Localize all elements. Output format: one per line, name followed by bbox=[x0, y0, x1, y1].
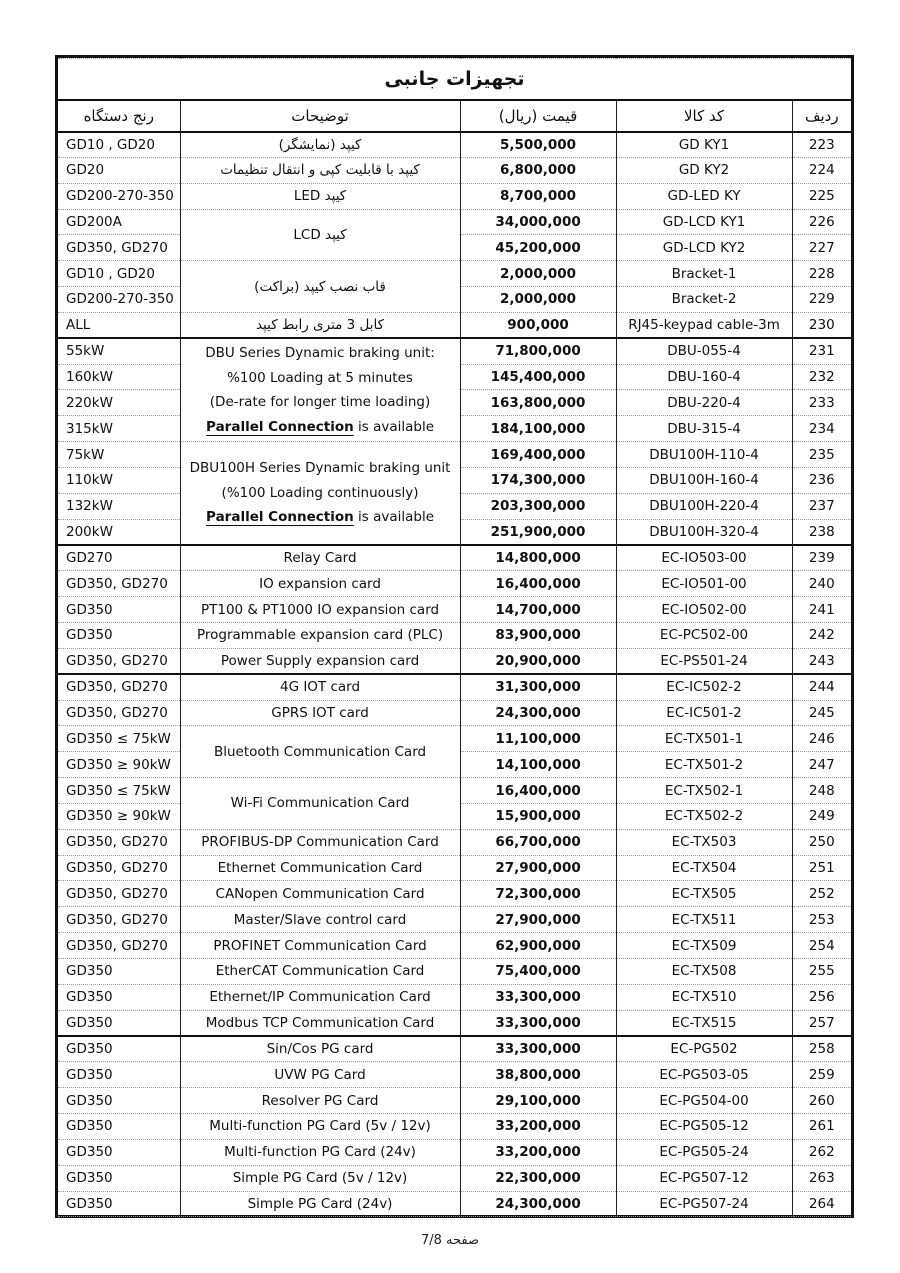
table-row bbox=[58, 855, 851, 881]
device-range: GD200-270-350 bbox=[58, 287, 180, 313]
description: 4G IOT card bbox=[180, 674, 460, 700]
device-range: GD350 ≥ 90kW bbox=[58, 752, 180, 778]
device-range: 200kW bbox=[58, 519, 180, 545]
device-range: 160kW bbox=[58, 364, 180, 390]
row-number: 259 bbox=[792, 1062, 851, 1088]
price: 16,400,000 bbox=[460, 571, 616, 597]
product-code: EC-PG507-24 bbox=[616, 1191, 792, 1217]
device-range: GD350 bbox=[58, 623, 180, 649]
description: Power Supply expansion card bbox=[180, 648, 460, 674]
price: 14,800,000 bbox=[460, 545, 616, 571]
product-code: DBU-160-4 bbox=[616, 364, 792, 390]
price: 33,300,000 bbox=[460, 1036, 616, 1062]
description-line: (De-rate for longer time loading) bbox=[209, 394, 431, 411]
row-number: 244 bbox=[792, 674, 851, 700]
row-number: 260 bbox=[792, 1088, 851, 1114]
table-row bbox=[58, 623, 851, 649]
row-number: 252 bbox=[792, 881, 851, 907]
device-range: GD350 bbox=[58, 597, 180, 623]
availability-note: is available bbox=[353, 509, 435, 526]
row-number: 226 bbox=[792, 209, 851, 235]
product-code: DBU100H-160-4 bbox=[616, 467, 792, 493]
price: 8,700,000 bbox=[460, 183, 616, 209]
price: 900,000 bbox=[460, 312, 616, 338]
description: Ethernet/IP Communication Card bbox=[180, 984, 460, 1010]
device-range: GD350, GD270 bbox=[58, 674, 180, 700]
price: 66,700,000 bbox=[460, 829, 616, 855]
device-range: GD350 bbox=[58, 1088, 180, 1114]
product-code: EC-TX508 bbox=[616, 959, 792, 985]
product-code: EC-IO501-00 bbox=[616, 571, 792, 597]
row-number: 235 bbox=[792, 442, 851, 468]
row-number: 238 bbox=[792, 519, 851, 545]
description: Ethernet Communication Card bbox=[180, 855, 460, 881]
description: کابل 3 متری رابط کیپد bbox=[180, 312, 460, 338]
row-number: 264 bbox=[792, 1191, 851, 1217]
header-row-number: ردیف bbox=[792, 100, 851, 132]
row-number: 234 bbox=[792, 416, 851, 442]
table-row bbox=[58, 726, 851, 752]
device-range: GD350 bbox=[58, 1139, 180, 1165]
row-number: 227 bbox=[792, 235, 851, 261]
device-range: GD350, GD270 bbox=[58, 881, 180, 907]
product-code: RJ45-keypad cable-3m bbox=[616, 312, 792, 338]
price: 22,300,000 bbox=[460, 1165, 616, 1191]
table-row bbox=[58, 1114, 851, 1140]
row-number: 245 bbox=[792, 700, 851, 726]
table-row bbox=[58, 312, 851, 338]
row-number: 241 bbox=[792, 597, 851, 623]
product-code: Bracket-1 bbox=[616, 261, 792, 287]
description: Programmable expansion card (PLC) bbox=[180, 623, 460, 649]
price: 2,000,000 bbox=[460, 287, 616, 313]
description: Multi-function PG Card (24v) bbox=[180, 1139, 460, 1165]
table-row bbox=[58, 959, 851, 985]
description: Resolver PG Card bbox=[180, 1088, 460, 1114]
price: 75,400,000 bbox=[460, 959, 616, 985]
product-code: EC-TX502-2 bbox=[616, 803, 792, 829]
description: Master/Slave control card bbox=[180, 907, 460, 933]
product-code: GD-LED KY bbox=[616, 183, 792, 209]
table-body bbox=[58, 132, 851, 1217]
table-row bbox=[58, 1010, 851, 1036]
price: 184,100,000 bbox=[460, 416, 616, 442]
price: 31,300,000 bbox=[460, 674, 616, 700]
description: Bluetooth Communication Card bbox=[180, 726, 460, 778]
description-line: DBU Series Dynamic braking unit: bbox=[205, 345, 435, 362]
row-number: 243 bbox=[792, 648, 851, 674]
product-code: EC-PC502-00 bbox=[616, 623, 792, 649]
product-code: EC-PG503-05 bbox=[616, 1062, 792, 1088]
product-code: DBU100H-220-4 bbox=[616, 493, 792, 519]
device-range: GD350 bbox=[58, 1036, 180, 1062]
price: 33,200,000 bbox=[460, 1114, 616, 1140]
device-range: GD350 ≤ 75kW bbox=[58, 778, 180, 804]
table-row bbox=[58, 132, 851, 158]
product-code: EC-TX501-1 bbox=[616, 726, 792, 752]
row-number: 223 bbox=[792, 132, 851, 158]
row-number: 233 bbox=[792, 390, 851, 416]
device-range: GD350, GD270 bbox=[58, 235, 180, 261]
price: 174,300,000 bbox=[460, 467, 616, 493]
table-row bbox=[58, 1191, 851, 1217]
product-code: EC-TX509 bbox=[616, 933, 792, 959]
table-row bbox=[58, 1165, 851, 1191]
product-code: Bracket-2 bbox=[616, 287, 792, 313]
device-range: GD350 bbox=[58, 1062, 180, 1088]
table-row bbox=[58, 1139, 851, 1165]
table-row bbox=[58, 261, 851, 287]
row-number: 253 bbox=[792, 907, 851, 933]
table-row bbox=[58, 1062, 851, 1088]
page-number: صفحه 7/8 bbox=[420, 1233, 480, 1248]
table-title: تجهیزات جانبی bbox=[58, 59, 851, 100]
table-row bbox=[58, 674, 851, 700]
parallel-connection-note: Parallel Connection bbox=[206, 418, 354, 435]
product-code: EC-TX502-1 bbox=[616, 778, 792, 804]
price: 72,300,000 bbox=[460, 881, 616, 907]
description: Multi-function PG Card (5v / 12v) bbox=[180, 1114, 460, 1140]
product-code: DBU100H-320-4 bbox=[616, 519, 792, 545]
table-row bbox=[58, 157, 851, 183]
product-code: EC-TX511 bbox=[616, 907, 792, 933]
device-range: GD350, GD270 bbox=[58, 829, 180, 855]
description: Relay Card bbox=[180, 545, 460, 571]
device-range: GD350, GD270 bbox=[58, 933, 180, 959]
product-code: EC-TX510 bbox=[616, 984, 792, 1010]
product-code: DBU-055-4 bbox=[616, 338, 792, 364]
product-code: GD KY1 bbox=[616, 132, 792, 158]
price: 169,400,000 bbox=[460, 442, 616, 468]
price: 14,100,000 bbox=[460, 752, 616, 778]
product-code: GD KY2 bbox=[616, 157, 792, 183]
row-number: 261 bbox=[792, 1114, 851, 1140]
price: 16,400,000 bbox=[460, 778, 616, 804]
description: Simple PG Card (24v) bbox=[180, 1191, 460, 1217]
product-code: EC-PS501-24 bbox=[616, 648, 792, 674]
device-range: GD10 , GD20 bbox=[58, 261, 180, 287]
row-number: 255 bbox=[792, 959, 851, 985]
product-code: GD-LCD KY2 bbox=[616, 235, 792, 261]
row-number: 236 bbox=[792, 467, 851, 493]
price: 163,800,000 bbox=[460, 390, 616, 416]
row-number: 242 bbox=[792, 623, 851, 649]
device-range: GD350 ≤ 75kW bbox=[58, 726, 180, 752]
price: 20,900,000 bbox=[460, 648, 616, 674]
row-number: 249 bbox=[792, 803, 851, 829]
availability-note: is available bbox=[353, 418, 435, 435]
row-number: 262 bbox=[792, 1139, 851, 1165]
price: 24,300,000 bbox=[460, 1191, 616, 1217]
table-row bbox=[58, 778, 851, 804]
product-code: EC-TX504 bbox=[616, 855, 792, 881]
product-code: DBU-315-4 bbox=[616, 416, 792, 442]
product-code: DBU-220-4 bbox=[616, 390, 792, 416]
row-number: 231 bbox=[792, 338, 851, 364]
row-number: 263 bbox=[792, 1165, 851, 1191]
price: 38,800,000 bbox=[460, 1062, 616, 1088]
device-range: GD350 bbox=[58, 1010, 180, 1036]
price: 27,900,000 bbox=[460, 855, 616, 881]
description: PROFIBUS-DP Communication Card bbox=[180, 829, 460, 855]
table-row bbox=[58, 829, 851, 855]
table-row bbox=[58, 700, 851, 726]
row-number: 240 bbox=[792, 571, 851, 597]
row-number: 237 bbox=[792, 493, 851, 519]
description: CANopen Communication Card bbox=[180, 881, 460, 907]
description-line bbox=[181, 505, 460, 530]
header-description: توضیحات bbox=[180, 100, 460, 132]
row-number: 228 bbox=[792, 261, 851, 287]
device-range: GD350 bbox=[58, 1165, 180, 1191]
row-number: 247 bbox=[792, 752, 851, 778]
device-range: 315kW bbox=[58, 416, 180, 442]
product-code: EC-IO502-00 bbox=[616, 597, 792, 623]
row-number: 248 bbox=[792, 778, 851, 804]
price: 251,900,000 bbox=[460, 519, 616, 545]
description: کیپد LED bbox=[180, 183, 460, 209]
price: 6,800,000 bbox=[460, 157, 616, 183]
description bbox=[180, 442, 460, 545]
product-code: GD-LCD KY1 bbox=[616, 209, 792, 235]
table-row bbox=[58, 1036, 851, 1062]
row-number: 232 bbox=[792, 364, 851, 390]
device-range: 55kW bbox=[58, 338, 180, 364]
device-range: GD20 bbox=[58, 157, 180, 183]
price: 5,500,000 bbox=[460, 132, 616, 158]
row-number: 246 bbox=[792, 726, 851, 752]
product-code: EC-IC502-2 bbox=[616, 674, 792, 700]
row-number: 256 bbox=[792, 984, 851, 1010]
product-code: EC-PG505-24 bbox=[616, 1139, 792, 1165]
device-range: GD350, GD270 bbox=[58, 855, 180, 881]
price: 29,100,000 bbox=[460, 1088, 616, 1114]
price: 11,100,000 bbox=[460, 726, 616, 752]
price: 145,400,000 bbox=[460, 364, 616, 390]
price: 33,200,000 bbox=[460, 1139, 616, 1165]
table-row bbox=[58, 907, 851, 933]
price: 27,900,000 bbox=[460, 907, 616, 933]
product-code: EC-PG504-00 bbox=[616, 1088, 792, 1114]
price: 203,300,000 bbox=[460, 493, 616, 519]
table-row bbox=[58, 545, 851, 571]
description-line: DBU100H Series Dynamic braking unit bbox=[189, 460, 451, 477]
price: 14,700,000 bbox=[460, 597, 616, 623]
device-range: GD350 bbox=[58, 1114, 180, 1140]
row-number: 254 bbox=[792, 933, 851, 959]
row-number: 251 bbox=[792, 855, 851, 881]
device-range: GD270 bbox=[58, 545, 180, 571]
table-row bbox=[58, 442, 851, 468]
product-code: DBU100H-110-4 bbox=[616, 442, 792, 468]
table-row bbox=[58, 881, 851, 907]
device-range: GD350 bbox=[58, 959, 180, 985]
description: Wi-Fi Communication Card bbox=[180, 778, 460, 830]
price: 62,900,000 bbox=[460, 933, 616, 959]
device-range: GD350 bbox=[58, 984, 180, 1010]
product-code: EC-IO503-00 bbox=[616, 545, 792, 571]
price: 33,300,000 bbox=[460, 1010, 616, 1036]
device-range: GD350 bbox=[58, 1191, 180, 1217]
device-range: 110kW bbox=[58, 467, 180, 493]
product-code: EC-PG505-12 bbox=[616, 1114, 792, 1140]
description: کیپد با قابلیت کپی و انتقال تنظیمات bbox=[180, 157, 460, 183]
device-range: GD350, GD270 bbox=[58, 571, 180, 597]
table-row bbox=[58, 183, 851, 209]
description: GPRS IOT card bbox=[180, 700, 460, 726]
description: IO expansion card bbox=[180, 571, 460, 597]
accessories-price-table bbox=[58, 58, 851, 1217]
header-price: قیمت (ریال) bbox=[460, 100, 616, 132]
product-code: EC-PG502 bbox=[616, 1036, 792, 1062]
parallel-connection-note: Parallel Connection bbox=[206, 509, 354, 526]
product-code: EC-TX505 bbox=[616, 881, 792, 907]
description-line: (%100 Loading continuously) bbox=[221, 484, 419, 501]
device-range: GD350, GD270 bbox=[58, 700, 180, 726]
table-row bbox=[58, 571, 851, 597]
description: کیپد LCD bbox=[180, 209, 460, 261]
price: 15,900,000 bbox=[460, 803, 616, 829]
table-row bbox=[58, 933, 851, 959]
product-code: EC-PG507-12 bbox=[616, 1165, 792, 1191]
table-row bbox=[58, 648, 851, 674]
description: UVW PG Card bbox=[180, 1062, 460, 1088]
row-number: 250 bbox=[792, 829, 851, 855]
description bbox=[180, 338, 460, 441]
device-range: GD200A bbox=[58, 209, 180, 235]
device-range: 132kW bbox=[58, 493, 180, 519]
description: Modbus TCP Communication Card bbox=[180, 1010, 460, 1036]
table-row bbox=[58, 1088, 851, 1114]
price-sheet bbox=[55, 55, 854, 1218]
device-range: ALL bbox=[58, 312, 180, 338]
row-number: 229 bbox=[792, 287, 851, 313]
device-range: 75kW bbox=[58, 442, 180, 468]
header-device-range: رنج دستگاه bbox=[58, 100, 180, 132]
device-range: GD10 , GD20 bbox=[58, 132, 180, 158]
product-code: EC-TX501-2 bbox=[616, 752, 792, 778]
price: 33,300,000 bbox=[460, 984, 616, 1010]
product-code: EC-TX503 bbox=[616, 829, 792, 855]
price: 83,900,000 bbox=[460, 623, 616, 649]
description: قاب نصب کیپد (براکت) bbox=[180, 261, 460, 313]
description: PROFINET Communication Card bbox=[180, 933, 460, 959]
header-product-code: کد کالا bbox=[616, 100, 792, 132]
row-number: 258 bbox=[792, 1036, 851, 1062]
table-row bbox=[58, 597, 851, 623]
table-row bbox=[58, 984, 851, 1010]
device-range: 220kW bbox=[58, 390, 180, 416]
description-line: %100 Loading at 5 minutes bbox=[227, 369, 413, 386]
row-number: 230 bbox=[792, 312, 851, 338]
price: 71,800,000 bbox=[460, 338, 616, 364]
description: Sin/Cos PG card bbox=[180, 1036, 460, 1062]
table-row bbox=[58, 338, 851, 364]
row-number: 225 bbox=[792, 183, 851, 209]
product-code: EC-IC501-2 bbox=[616, 700, 792, 726]
price: 24,300,000 bbox=[460, 700, 616, 726]
description: EtherCAT Communication Card bbox=[180, 959, 460, 985]
price: 45,200,000 bbox=[460, 235, 616, 261]
row-number: 224 bbox=[792, 157, 851, 183]
description: PT100 & PT1000 IO expansion card bbox=[180, 597, 460, 623]
row-number: 257 bbox=[792, 1010, 851, 1036]
product-code: EC-TX515 bbox=[616, 1010, 792, 1036]
device-range: GD200-270-350 bbox=[58, 183, 180, 209]
description-line bbox=[181, 415, 460, 440]
price: 2,000,000 bbox=[460, 261, 616, 287]
price: 34,000,000 bbox=[460, 209, 616, 235]
description: کیپد (نمایشگر) bbox=[180, 132, 460, 158]
description: Simple PG Card (5v / 12v) bbox=[180, 1165, 460, 1191]
table-row bbox=[58, 209, 851, 235]
device-range: GD350, GD270 bbox=[58, 648, 180, 674]
device-range: GD350 ≥ 90kW bbox=[58, 803, 180, 829]
device-range: GD350, GD270 bbox=[58, 907, 180, 933]
row-number: 239 bbox=[792, 545, 851, 571]
